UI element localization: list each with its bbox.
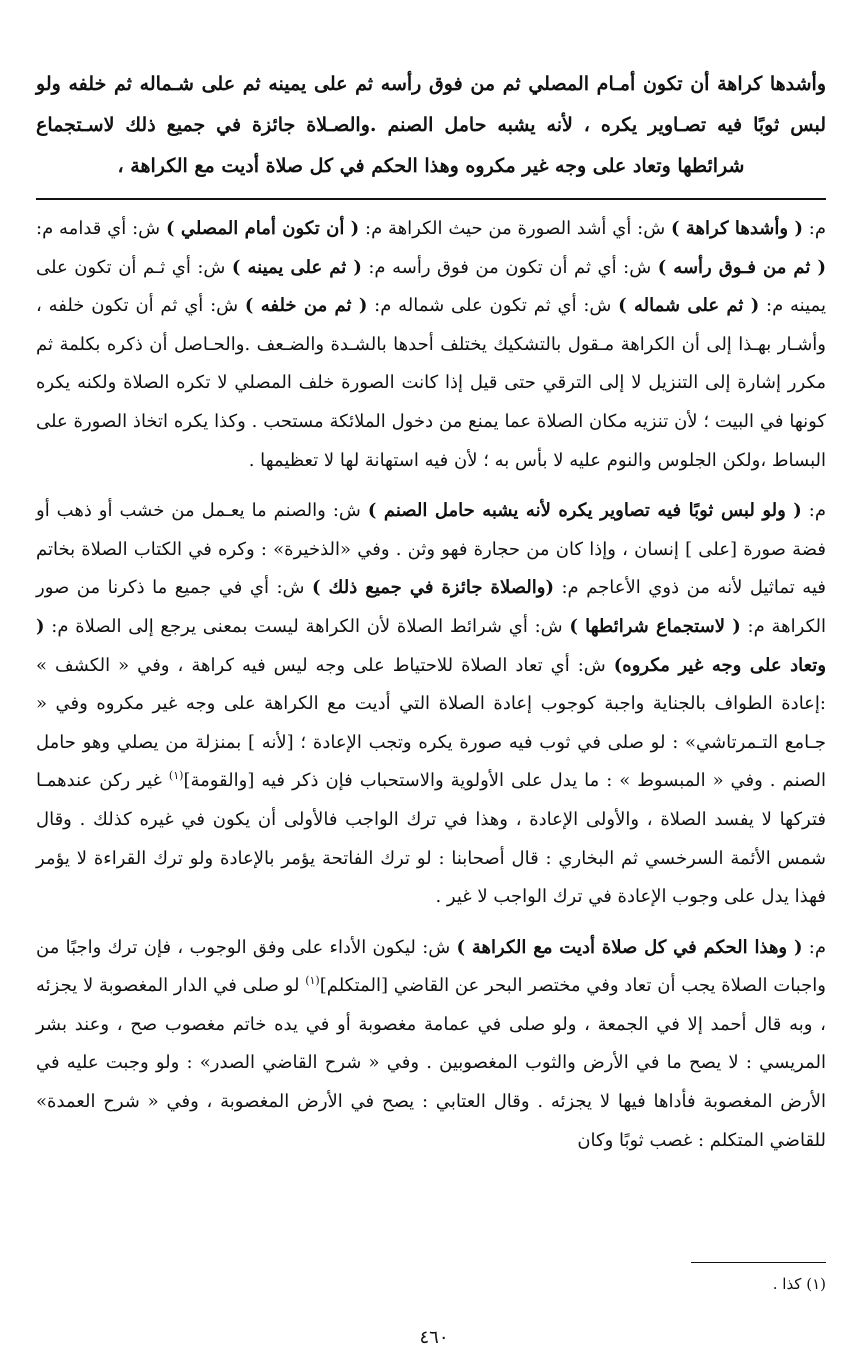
matn-divider — [36, 198, 826, 200]
footnote-divider — [691, 1262, 826, 1263]
quoted-matn-segment: ( لاستجماع شرائطها ) — [569, 615, 741, 637]
quoted-matn-segment: ( أن تكون أمام المصلي ) — [165, 218, 360, 239]
quoted-matn-segment: ( ولو لبس ثوبًا فيه تصاوير يكره لأنه يشبه حامل الصنم ) — [367, 500, 802, 522]
quoted-matn-segment: ( ثم على يمينه ) — [231, 256, 362, 278]
footnote-marker: (١) — [305, 974, 320, 988]
commentary-segment: م: — [801, 500, 827, 522]
quoted-matn-segment: ( وأشدها كراهة ) — [671, 218, 803, 239]
commentary-segment: ش: ليكون الأداء على وفق الوجوب ، فإن ترك واجبًا من واجبات الصلاة يجب أن تعاد وفي مختصر البحر عن القاضي [المتكلم] — [36, 936, 827, 997]
footnote-marker: (١) — [168, 769, 184, 783]
commentary-body — [36, 210, 826, 1160]
commentary-segment: ش: أي شرائط الصلاة لأن الكراهة ليست بمعنى يرجع إلى الصلاة م: — [44, 615, 570, 637]
commentary-segment: ش: أي ثم أن تكون من فوق رأسه م: — [361, 256, 658, 278]
quoted-matn-segment: (والصلاة جائزة في جميع ذلك ) — [312, 577, 554, 599]
quoted-matn-segment: ( ثم على شماله ) — [618, 295, 760, 317]
commentary-segment: ش: والصنم ما يعـمل من خشب أو ذهب أو فضة صورة [على ] إنسان ، وإذا كان من حجارة فهو وثن . وفي «الذخيرة» : وكره في الكتاب الصلاة بخاتم فيه تماثيل لأنه من ذوي الأعاجم م: — [36, 500, 826, 599]
quoted-matn-segment: ( وتعاد على وجه غير مكروه) — [36, 615, 827, 676]
commentary-segment: ش: أي ثـم أن تكون على يمينه م: — [36, 256, 826, 317]
commentary-segment: غير ركن عندهمـا فتركها لا يفسد الصلاة ، والأولى الإعادة ، وهذا في ترك الواجب فالأولى أن يكون في غيره كذلك . وقال شمس الأئمة السرخسي ثم البخاري : قال أصحابنا : لو ترك الفاتحة يؤمر بالإعادة ولو ترك القراءة لا يؤمر فهذا يدل على وجوب الإعادة في ترك الواجب لا غير . — [36, 770, 826, 908]
footnote: (١) كذا . — [772, 1275, 826, 1293]
commentary-segment: م: — [802, 218, 826, 239]
quoted-matn-segment: ( وهذا الحكم في كل صلاة أديت مع الكراهة ) — [456, 936, 803, 958]
commentary-segment: ش: أي أشد الصورة من حيث الكراهة م: — [359, 218, 671, 239]
page-number: ٤٦٠ — [419, 1327, 449, 1348]
commentary-paragraph — [36, 929, 826, 1161]
commentary-segment: م: — [802, 936, 826, 958]
commentary-segment: ش: أي ثم أن تكون خلفه ، وأشـار بهـذا إلى أن الكراهة مـقول بالتشكيك يختلف أحدها بالشـدة والضـعف .والحـاصل أن ذكره بكلمة ثم مكرر إشارة إلى التنزيل لا إلى الترقي حتى قيل إذا كانت الصورة خلف المصلي لا تكره الصلاة ولكنه يكره كونها في البيت ؛ لأن تنزيه مكان الصلاة عما يمنع من دخول الملائكة مستحب . وكذا يكره اتخاذ الصورة على البساط ،ولكن الجلوس والنوم عليه لا بأس به ؛ لأن فيه استهانة لها لا تعظيمها . — [36, 295, 827, 471]
commentary-segment: لو صلى في الدار المغصوبة لا يجزئه ، وبه قال أحمد إلا في الجمعة ، ولو صلى في عمامة مغصوبة أو في يده خاتم مغصوب صح ، وعند بشر المريسي : لا يصح ما في الأرض والثوب المغصوبين . وفي « شرح القاضي الصدر» : ولو وجبت عليه في الأرض المغصوبة فأداها فيها لا يجزئه . وقال العتابي : يصح في الأرض المغصوبة ، وفي « شرح العمدة» للقاضي المتكلم : غصب ثوبًا وكان — [36, 975, 826, 1151]
commentary-paragraph — [36, 492, 826, 917]
matn-text: وأشدها كراهة أن تكون أمـام المصلي ثم من فوق رأسه ثم على يمينه ثم على شـماله ثم خلفه ولو لبس ثوبًا فيه تصـاوير يكره ، لأنه يشبه حامل الصنم .والصـلاة جائزة في جميع ذلك لاسـتجماع شرائطها وتعاد على وجه غير مكروه وهذا الحكم في كل صلاة أديت مع الكراهة ، — [36, 73, 826, 177]
commentary-segment: ش: أي تعاد الصلاة للاحتياط على وجه ليس فيه كراهة ، وفي « الكشف » :إعادة الطواف بالجناية واجبة كوجوب إعادة الصلاة التي أديت مع الكراهة على وجه غير مكروه وفي « جـامع التـمرتاشي» : لو صلى في ثوب فيه صورة يكره وتجب الإعادة ؛ [لأنه ] بمنزلة من يصلي وهو حامل الصنم . وفي « المبسوط » : ما يدل على الأولوية والاستحباب فإن ذكر فيه [والقومة] — [36, 654, 827, 792]
quoted-matn-segment: ( ثم من خلفه ) — [244, 295, 368, 317]
commentary-segment: ش: أي ثم تكون على شماله م: — [367, 295, 619, 317]
commentary-paragraph — [36, 210, 826, 480]
commentary-segment: ش: أي قدامه م: — [36, 218, 166, 239]
quoted-matn-segment: ( ثم من فـوق رأسه ) — [657, 256, 826, 278]
commentary-segment: ش: أي في جميع ما ذكرنا من صور الكراهة م: — [36, 577, 826, 637]
